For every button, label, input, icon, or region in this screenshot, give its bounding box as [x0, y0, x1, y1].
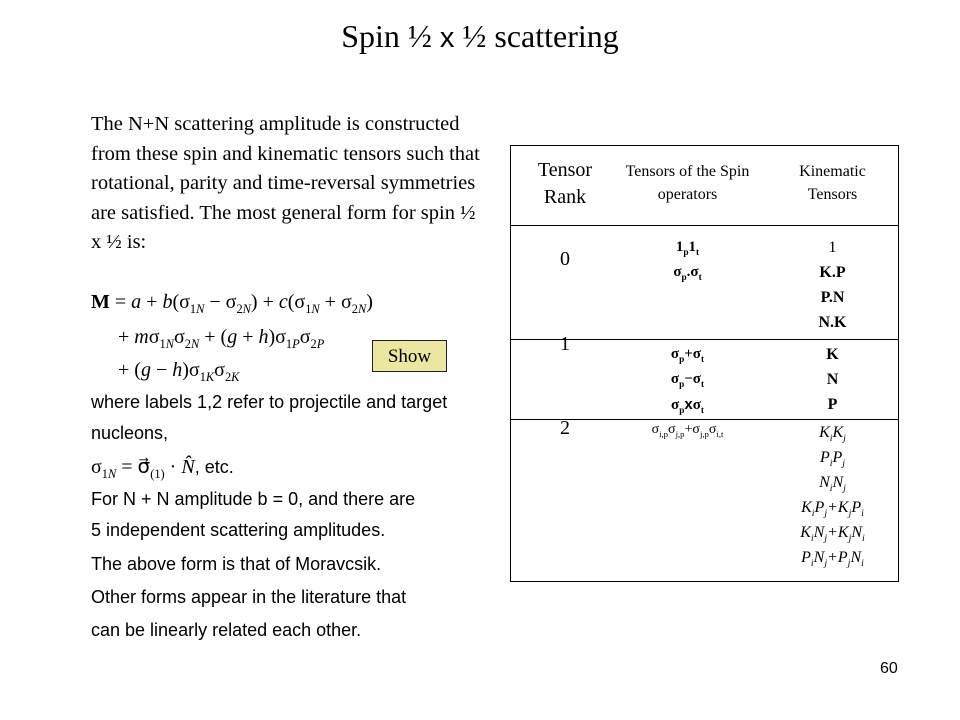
spin-tensor: $\sigma_p.\sigma_t$ [673, 264, 702, 283]
kinematic-tensor: $P_iP_j$ [819, 449, 846, 470]
note-labels: where labels 1,2 refer to projectile and target [91, 392, 448, 412]
rank-2: 2 [560, 417, 570, 439]
note-moravcsik: The above form is that of Moravcsik. [91, 554, 382, 574]
kinematic-tensor: $N_iN_j$ [819, 474, 846, 495]
amplitude-formula-line-1: $M = a + b(\sigma_{1N} - \sigma_{2N}) + c(\sigma_{1N} + \sigma_{2N})$ [91, 291, 373, 316]
spin-tensor: $\sigma_p-\sigma_t$ [670, 371, 705, 390]
table-divider-header [510, 225, 899, 226]
kinematic-tensor: 1 [828, 239, 837, 256]
note-other-forms: Other forms appear in the literature that [91, 587, 407, 607]
kinematic-tensor: N.K [818, 314, 847, 331]
kinematic-tensor: $K_iP_j+K_jP_i$ [801, 499, 864, 520]
header-spin-tensors: Tensors of the Spin operators [625, 163, 750, 203]
kinematic-tensor: $K_iK_j$ [819, 424, 846, 445]
kinematic-tensor: $P_iN_j+P_jN_i$ [801, 549, 864, 570]
note-five-amplitudes: 5 independent scattering amplitudes. [91, 520, 386, 540]
kinematic-tensor: P.N [820, 289, 845, 306]
kinematic-tensor: N [826, 371, 839, 388]
intro-paragraph: The N+N scattering amplitude is constructed from these spin and kinematic tensors such that rotational, parity and time-reversal symmetries are satisfied. The most general form for spin ½ x ½ is: [91, 113, 480, 253]
spin-tensors-rank-0 [620, 235, 755, 285]
kinematic-tensor: K.P [819, 264, 846, 281]
rank-0: 0 [560, 248, 570, 270]
kinematic-tensors-rank-2 [775, 420, 890, 570]
slide-title: Spin ½ x ½ scattering [341, 18, 619, 54]
spin-tensor: $\sigma_px\sigma_t$ [671, 396, 704, 416]
note-linearly: can be linearly related each other. [91, 620, 362, 640]
sigma-definition: $\sigma_{1N}$ = $\sigma⃗_{(1)}$ · N̂, etc. [91, 456, 234, 481]
note-nucleons: nucleons, [91, 423, 169, 443]
kinematic-tensor: $K_iN_j+K_jN_i$ [800, 524, 865, 545]
kinematic-tensor: P [827, 396, 838, 413]
spin-tensors-rank-1 [620, 342, 755, 418]
kinematic-tensor: K [826, 346, 839, 363]
amplitude-formula-line-3: + $(g - h)\sigma_{1K}\sigma_{2K}$ [118, 359, 240, 384]
kinematic-tensors-rank-1 [775, 342, 890, 417]
show-button[interactable]: Show [372, 340, 447, 372]
amplitude-formula-line-2: + $m\sigma_{1N}\sigma_{2N} + (g + h)\sigma_{1P}\sigma_{2P}$ [118, 326, 325, 351]
note-b-zero: For N + N amplitude b = 0, and there are [91, 489, 416, 509]
spin-tensor: $\sigma_p+\sigma_t$ [670, 346, 705, 365]
spin-tensor: $1_p1_t$ [675, 239, 700, 258]
header-tensor-rank: Tensor Rank [537, 159, 593, 208]
spin-tensors-rank-2: $\sigma_{i,p}\sigma_{j,p}+\sigma_{j,p}\sigma_{i,t}$ [651, 422, 724, 439]
page-number: 60 [880, 660, 898, 677]
rank-1: 1 [560, 333, 570, 355]
header-kinematic-tensors: Kinematic Tensors [799, 163, 866, 203]
kinematic-tensors-rank-0 [775, 235, 890, 335]
